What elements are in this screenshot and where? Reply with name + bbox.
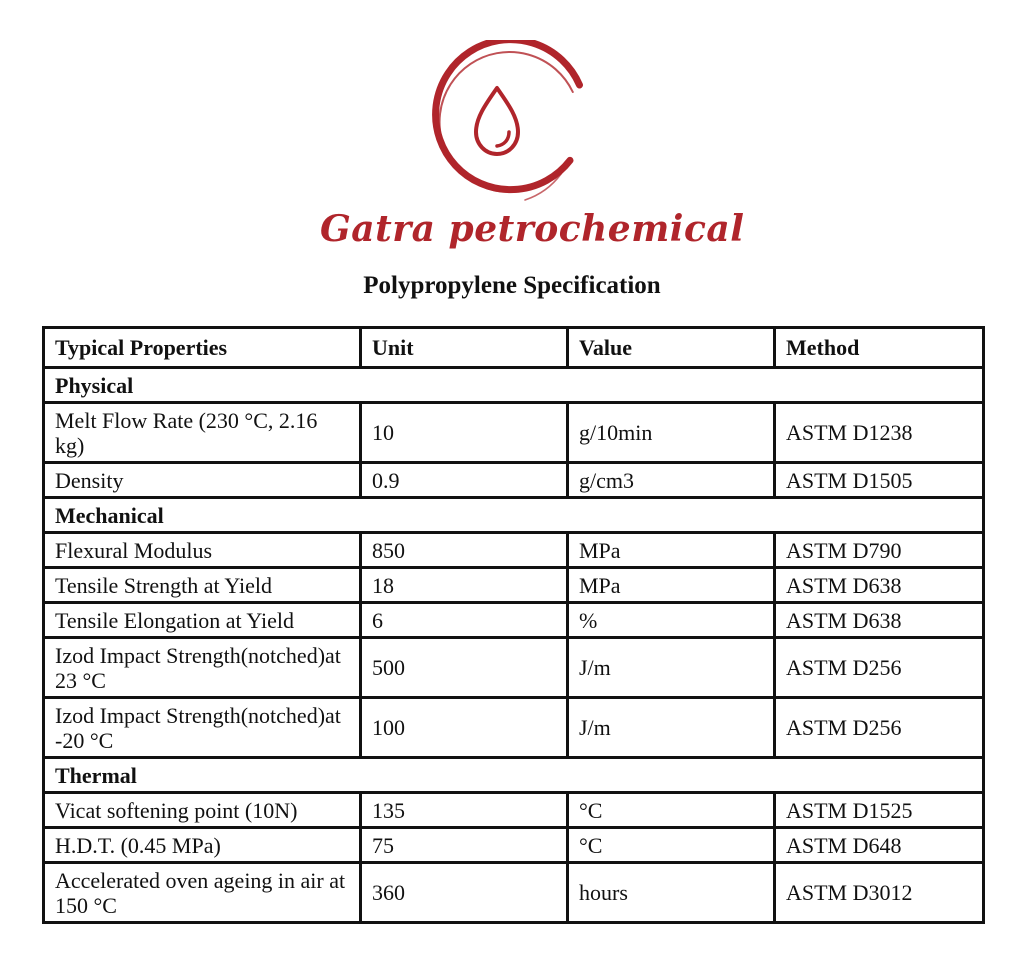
property-cell: H.D.T. (0.45 MPa) [44, 828, 361, 863]
method-cell: ASTM D1525 [775, 793, 984, 828]
table-row [44, 698, 984, 758]
property-cell: Melt Flow Rate (230 °C, 2.16 kg) [44, 403, 361, 463]
section-row-physical [44, 368, 984, 403]
table-row [44, 863, 984, 923]
table-row [44, 568, 984, 603]
property-cell: Density [44, 463, 361, 498]
property-cell: Vicat softening point (10N) [44, 793, 361, 828]
unit-cell: 500 [361, 638, 568, 698]
method-cell: ASTM D638 [775, 603, 984, 638]
unit-cell: 75 [361, 828, 568, 863]
method-cell: ASTM D638 [775, 568, 984, 603]
method-cell: ASTM D3012 [775, 863, 984, 923]
value-cell: °C [568, 828, 775, 863]
header-unit: Unit [361, 328, 568, 368]
unit-cell: 10 [361, 403, 568, 463]
unit-cell: 100 [361, 698, 568, 758]
specification-table [42, 326, 985, 924]
value-cell: °C [568, 793, 775, 828]
value-cell: J/m [568, 638, 775, 698]
table-row [44, 793, 984, 828]
table-row [44, 638, 984, 698]
header-value: Value [568, 328, 775, 368]
value-cell: J/m [568, 698, 775, 758]
method-cell: ASTM D256 [775, 698, 984, 758]
method-cell: ASTM D256 [775, 638, 984, 698]
table-row [44, 533, 984, 568]
section-label: Thermal [44, 758, 984, 793]
value-cell: hours [568, 863, 775, 923]
unit-cell: 360 [361, 863, 568, 923]
value-cell: MPa [568, 533, 775, 568]
section-row-thermal [44, 758, 984, 793]
property-cell: Izod Impact Strength(notched)at -20 °C [44, 698, 361, 758]
property-cell: Tensile Elongation at Yield [44, 603, 361, 638]
unit-cell: 6 [361, 603, 568, 638]
unit-cell: 850 [361, 533, 568, 568]
property-cell: Accelerated oven ageing in air at 150 °C [44, 863, 361, 923]
header-typical-properties: Typical Properties [44, 328, 361, 368]
value-cell: % [568, 603, 775, 638]
method-cell: ASTM D1505 [775, 463, 984, 498]
document-title: Polypropylene Specification [363, 272, 661, 299]
section-label: Mechanical [44, 498, 984, 533]
unit-cell: 135 [361, 793, 568, 828]
brand-name: Gatra petrochemical [320, 208, 745, 250]
method-cell: ASTM D648 [775, 828, 984, 863]
unit-cell: 0.9 [361, 463, 568, 498]
property-cell: Tensile Strength at Yield [44, 568, 361, 603]
value-cell: g/cm3 [568, 463, 775, 498]
table-row [44, 463, 984, 498]
table-row [44, 603, 984, 638]
unit-cell: 18 [361, 568, 568, 603]
table-row [44, 403, 984, 463]
property-cell: Flexural Modulus [44, 533, 361, 568]
property-cell: Izod Impact Strength(notched)at 23 °C [44, 638, 361, 698]
table-header-row [44, 328, 984, 368]
section-label: Physical [44, 368, 984, 403]
value-cell: g/10min [568, 403, 775, 463]
method-cell: ASTM D1238 [775, 403, 984, 463]
section-row-mechanical [44, 498, 984, 533]
value-cell: MPa [568, 568, 775, 603]
method-cell: ASTM D790 [775, 533, 984, 568]
header-method: Method [775, 328, 984, 368]
table-row [44, 828, 984, 863]
